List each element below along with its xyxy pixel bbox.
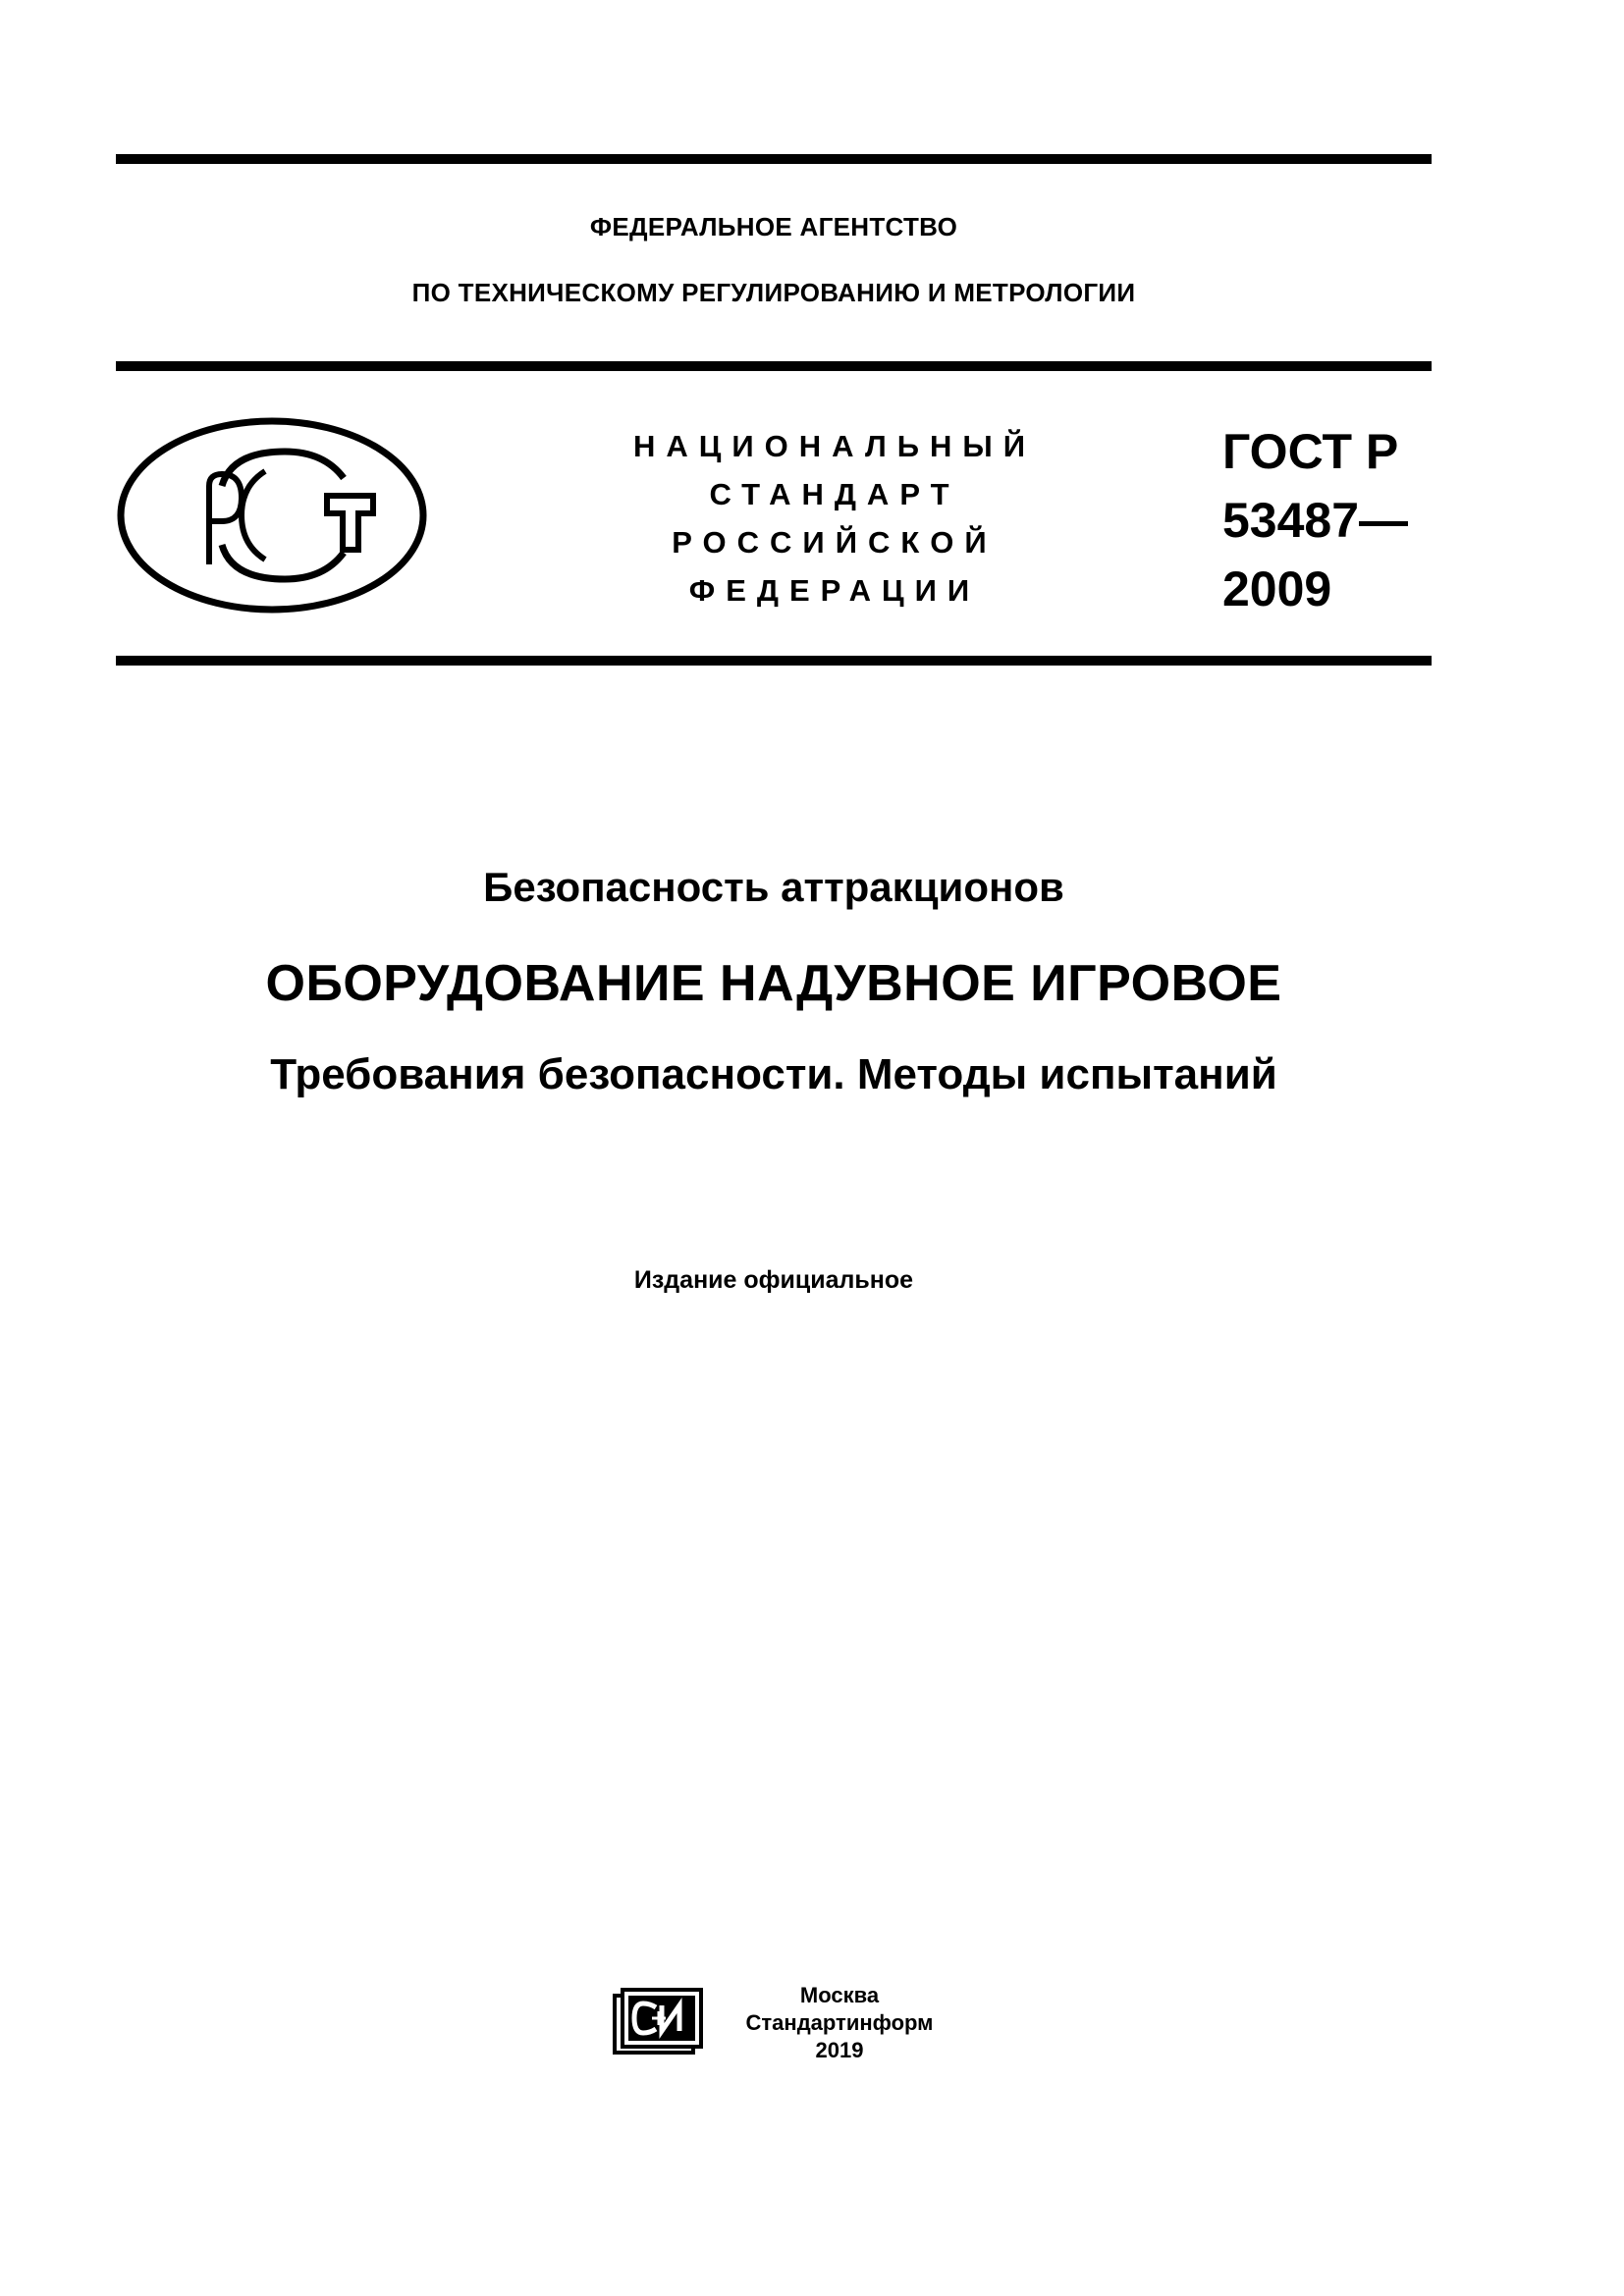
publication-year: 2019 <box>815 2038 864 2062</box>
standard-designation <box>1222 417 1438 623</box>
national-line-3: РОССИЙСКОЙ <box>672 525 998 560</box>
designation-line-2: 53487— <box>1222 493 1409 548</box>
rst-logo-icon <box>116 417 428 614</box>
lower-divider <box>116 656 1432 666</box>
edition-label: Издание официальное <box>633 1266 914 1294</box>
standartinform-logo-icon <box>611 1986 705 2056</box>
agency-name-line1: ФЕДЕРАЛЬНОЕ АГЕНТСТВО <box>589 212 958 241</box>
document-subject: Безопасность аттракционов <box>483 864 1064 910</box>
publisher-info <box>722 1982 957 2064</box>
publisher-city: Москва <box>799 1983 880 2007</box>
national-line-2: СТАНДАРТ <box>709 477 960 511</box>
top-divider <box>116 154 1432 164</box>
publisher-name: Стандартинформ <box>745 2010 934 2035</box>
national-standard-label <box>589 422 1080 614</box>
middle-divider <box>116 361 1432 371</box>
national-line-4: ФЕДЕРАЦИИ <box>688 573 981 608</box>
national-line-1: НАЦИОНАЛЬНЫЙ <box>632 429 1037 463</box>
agency-name-line2: ПО ТЕХНИЧЕСКОМУ РЕГУЛИРОВАНИЮ И МЕТРОЛОГИИ <box>411 278 1136 307</box>
designation-line-3: 2009 <box>1222 561 1332 616</box>
designation-line-1: ГОСТ Р <box>1222 424 1399 479</box>
document-title: ОБОРУДОВАНИЕ НАДУВНОЕ ИГРОВОЕ <box>265 955 1282 1012</box>
document-subtitle: Требования безопасности. Методы испытаний <box>270 1050 1277 1098</box>
